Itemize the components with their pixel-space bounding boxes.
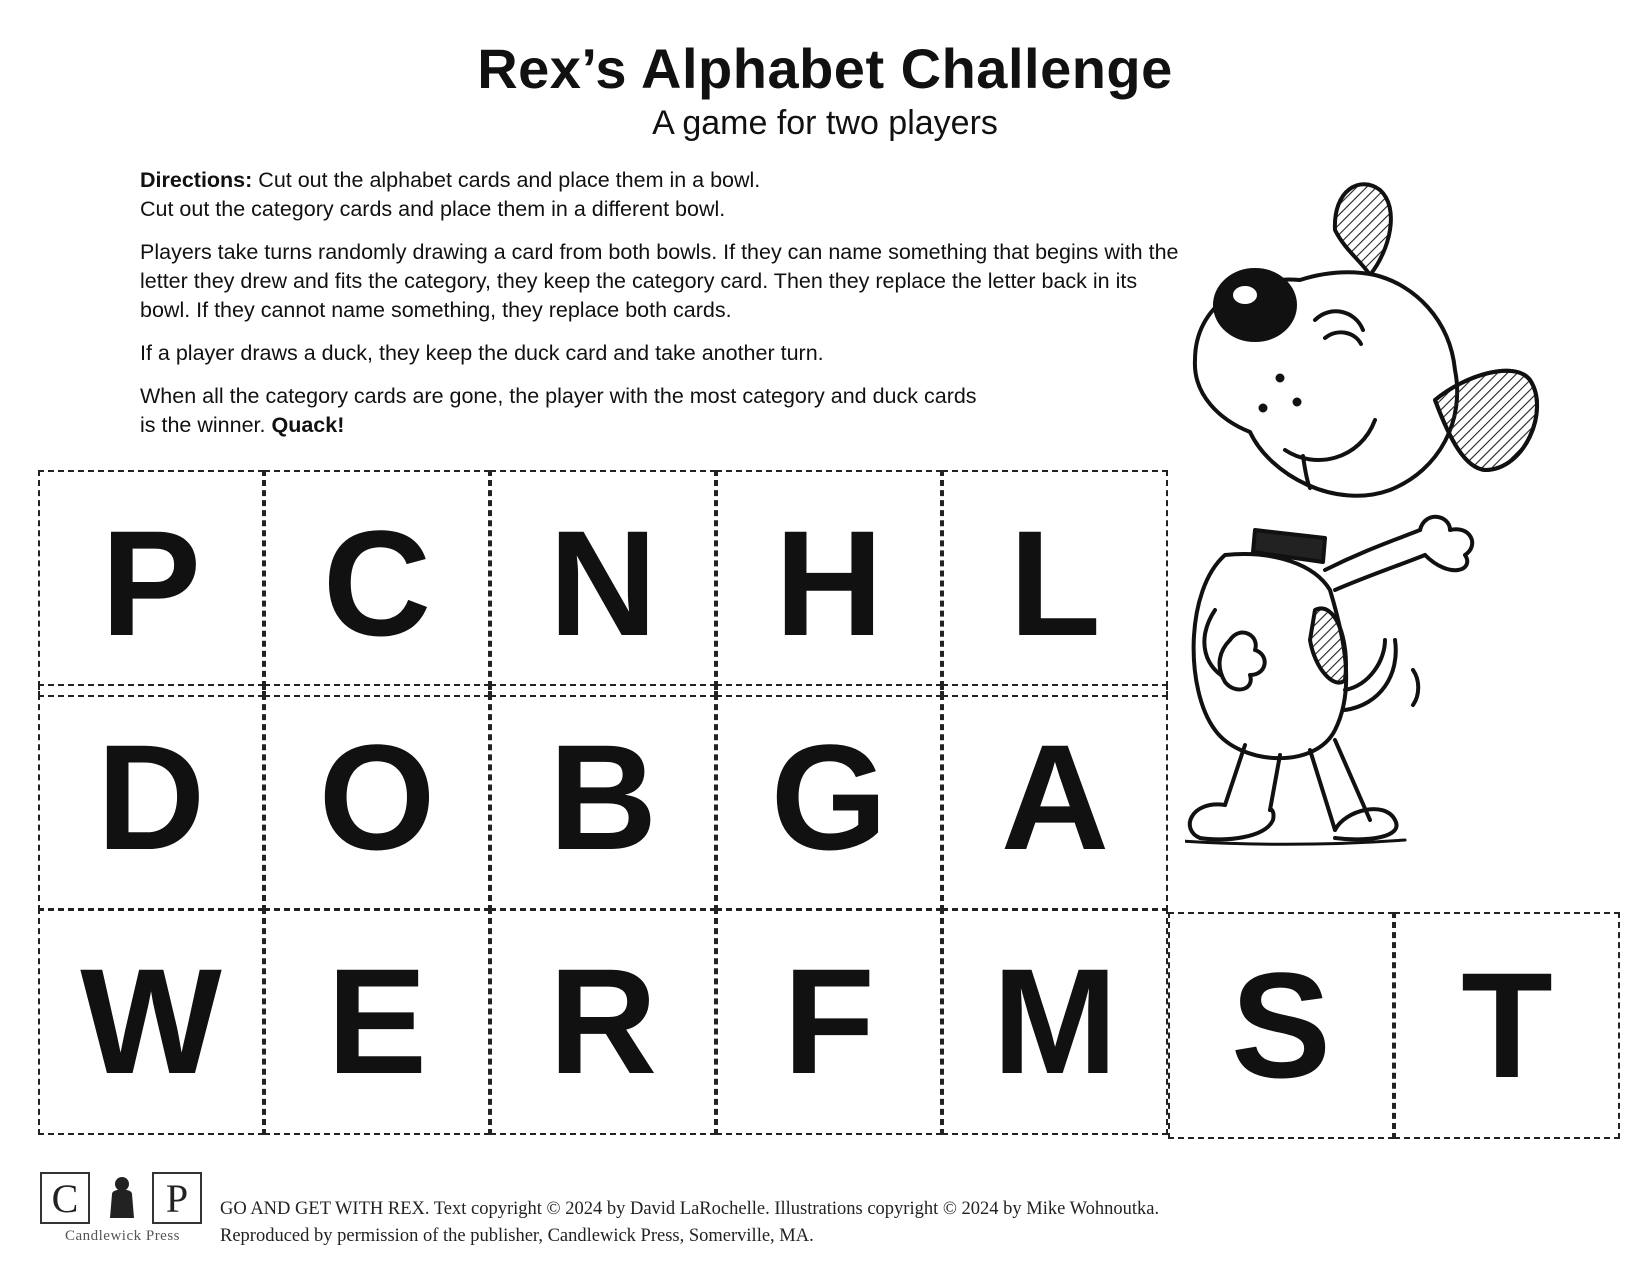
letter-card[interactable]: P: [38, 470, 264, 697]
directions-line-2: Cut out the category cards and place them in a different bowl.: [140, 197, 726, 221]
letter-card[interactable]: M: [942, 908, 1168, 1135]
letter-card[interactable]: G: [716, 684, 942, 911]
directions-paragraph-4: [140, 382, 990, 440]
letter-card[interactable]: C: [264, 470, 490, 697]
rex-dog-illustration: [1185, 170, 1565, 890]
letter-card[interactable]: W: [38, 908, 264, 1135]
page-title: Rex’s Alphabet Challenge: [477, 37, 1173, 100]
letter-card[interactable]: S: [1168, 912, 1394, 1139]
logo-p-box: P: [152, 1172, 202, 1224]
copyright-credits: [220, 1196, 1370, 1250]
letter-card[interactable]: T: [1394, 912, 1620, 1139]
directions-paragraph-3: If a player draws a duck, they keep the duck card and take another turn.: [140, 341, 824, 365]
letter-card[interactable]: R: [490, 908, 716, 1135]
logo-c-box: C: [40, 1172, 90, 1224]
directions-paragraph-2: Players take turns randomly drawing a card from both bowls. If they can name something that begins with the letter they drew and fits the category, they keep the category card. Then they replace the letter back in its bowl. If they cannot name something, they replace both cards.: [140, 240, 1179, 322]
letter-card[interactable]: D: [38, 684, 264, 911]
directions-block: [140, 166, 1180, 454]
credit-line-2: Reproduced by permission of the publisher, Candlewick Press, Somerville, MA.: [220, 1226, 814, 1246]
page-subtitle: A game for two players: [652, 104, 998, 142]
letter-card[interactable]: B: [490, 684, 716, 911]
letter-card[interactable]: H: [716, 470, 942, 697]
bear-icon: [98, 1172, 146, 1224]
letter-card[interactable]: O: [264, 684, 490, 911]
credit-line-1: GO AND GET WITH REX. Text copyright © 2024 by David LaRochelle. Illustrations copyright © 2024 by Mike Wohnoutka.: [220, 1199, 1160, 1219]
candlewick-logo: [40, 1172, 205, 1250]
directions-p4-text: When all the category cards are gone, the player with the most category and duck cards is the winner.: [140, 384, 977, 437]
letter-card[interactable]: L: [942, 470, 1168, 697]
letter-card[interactable]: F: [716, 908, 942, 1135]
publisher-name: Candlewick Press: [64, 1228, 181, 1244]
letter-card[interactable]: E: [264, 908, 490, 1135]
directions-line-1: Cut out the alphabet cards and place them in a bowl.: [258, 168, 761, 192]
letter-card[interactable]: A: [942, 684, 1168, 911]
quack-emphasis: Quack!: [271, 413, 345, 437]
directions-paragraph-1: [140, 166, 1180, 224]
directions-label: Directions:: [140, 168, 253, 192]
letter-card[interactable]: N: [490, 470, 716, 697]
